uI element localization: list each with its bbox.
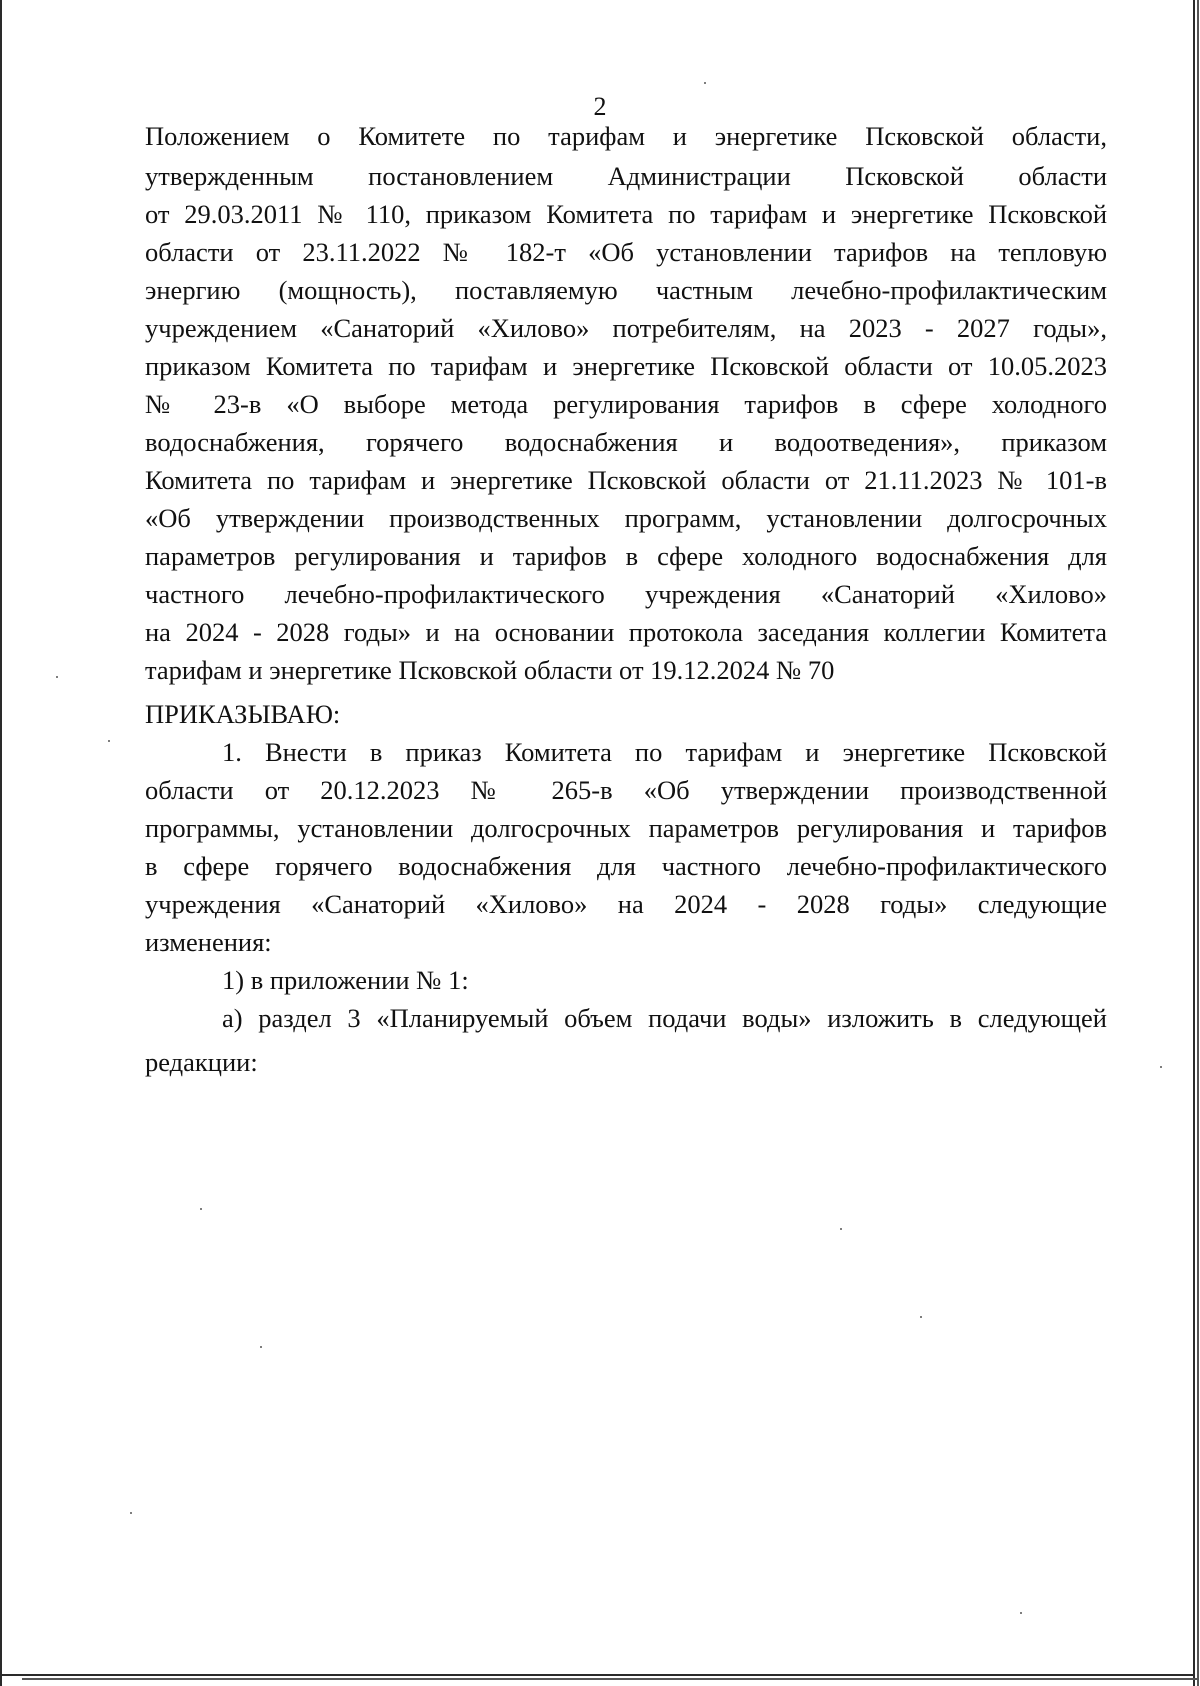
body-line: области от 20.12.2023 № 265-в «Об утверждении производственной <box>145 775 1107 805</box>
scan-speck <box>200 1208 202 1210</box>
scan-speck <box>130 1512 132 1514</box>
page-number: 2 <box>593 92 607 121</box>
body-line: учреждением «Санаторий «Хилово» потребителям, на 2023 - 2027 годы», <box>145 313 1107 343</box>
body-line: водоснабжения, горячего водоснабжения и водоотведения», приказом <box>145 427 1107 457</box>
scan-speck <box>704 82 706 84</box>
page-border-bottom <box>0 1674 1195 1676</box>
body-line: на 2024 - 2028 годы» и на основании протокола заседания коллегии Комитета <box>145 617 1107 647</box>
scan-speck <box>108 740 110 742</box>
body-line: области от 23.11.2022 № 182-т «Об установлении тарифов на тепловую <box>145 237 1107 267</box>
body-line: от 29.03.2011 № 110, приказом Комитета по тарифам и энергетике Псковской <box>145 199 1107 229</box>
page-border-right <box>1193 0 1195 1686</box>
body-line: редакции: <box>145 1047 258 1077</box>
body-line: Положением о Комитете по тарифам и энергетике Псковской области, <box>145 121 1107 151</box>
body-line: учреждения «Санаторий «Хилово» на 2024 - 2028 годы» следующие <box>145 889 1107 919</box>
body-line: энергию (мощность), поставляемую частным лечебно-профилактическим <box>145 275 1107 305</box>
page-border-left <box>0 0 2 1686</box>
scan-speck <box>1160 1066 1162 1068</box>
body-line: № 23-в «О выборе метода регулирования тарифов в сфере холодного <box>145 389 1107 419</box>
page-border-right-outer <box>1197 0 1199 1686</box>
body-line: параметров регулирования и тарифов в сфере холодного водоснабжения для <box>145 541 1107 571</box>
body-line: приказом Комитета по тарифам и энергетике Псковской области от 10.05.2023 <box>145 351 1107 381</box>
body-line: частного лечебно-профилактического учреждения «Санаторий «Хилово» <box>145 579 1107 609</box>
body-line: Комитета по тарифам и энергетике Псковской области от 21.11.2023 № 101-в <box>145 465 1107 495</box>
scan-speck <box>920 1316 922 1318</box>
body-line: утвержденным постановлением Администрации Псковской области <box>145 161 1107 191</box>
item-1-line: 1. Внести в приказ Комитета по тарифам и энергетике Псковской <box>222 737 1107 767</box>
body-line: программы, установлении долгосрочных параметров регулирования и тарифов <box>145 813 1107 843</box>
order-heading: ПРИКАЗЫВАЮ: <box>145 699 341 729</box>
scan-speck <box>56 676 58 678</box>
scan-speck <box>840 1228 842 1230</box>
body-line: «Об утверждении производственных программ, установлении долгосрочных <box>145 503 1107 533</box>
scan-speck <box>260 1346 262 1348</box>
body-line: тарифам и энергетике Псковской области от 19.12.2024 № 70 <box>145 655 835 685</box>
subitem-line: 1) в приложении № 1: <box>222 965 469 995</box>
scan-speck <box>1020 1612 1022 1614</box>
subitem-line: а) раздел 3 «Планируемый объем подачи воды» изложить в следующей <box>222 1003 1107 1033</box>
body-line: в сфере горячего водоснабжения для частного лечебно-профилактического <box>145 851 1107 881</box>
body-line: изменения: <box>145 927 272 957</box>
page-border-bottom-outer <box>22 1678 1197 1680</box>
